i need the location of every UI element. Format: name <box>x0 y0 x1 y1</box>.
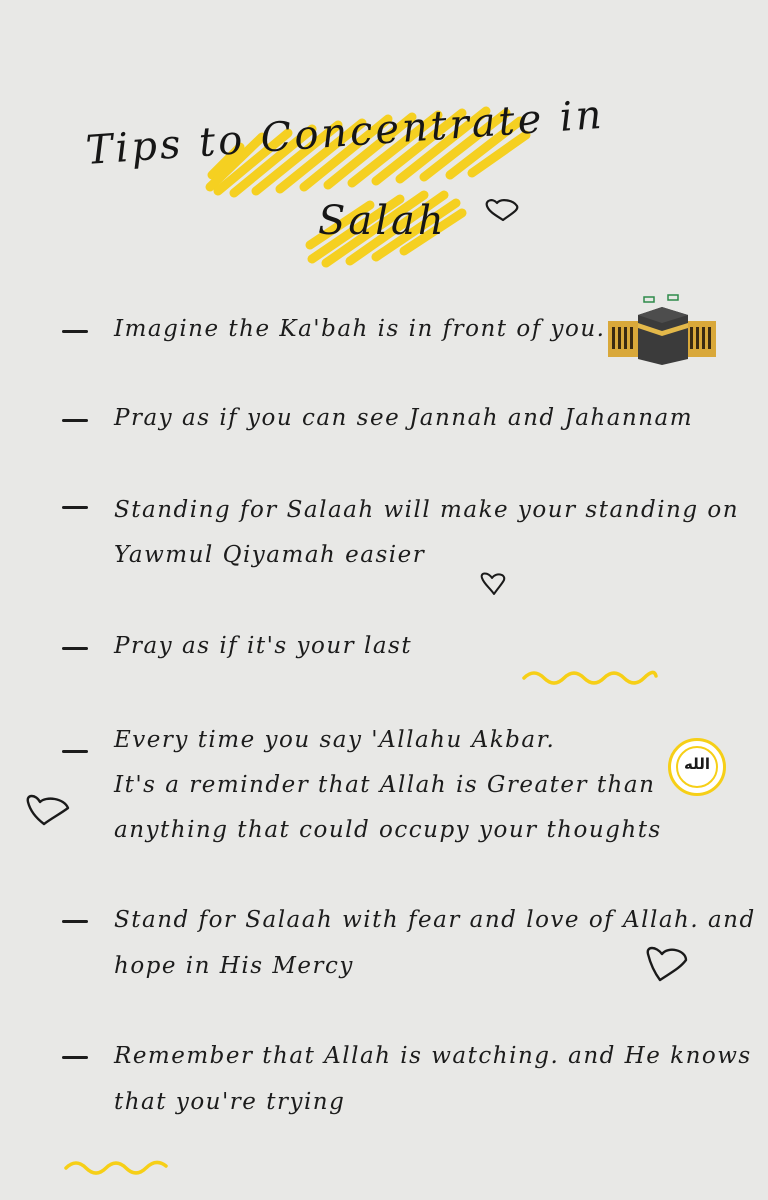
tip-7-line-1: Remember that Allah is watching. and He knows <box>114 1043 752 1069</box>
tip-bullet-dash <box>62 647 88 650</box>
tip-5-line-2: It's a reminder that Allah is Greater than <box>114 772 656 798</box>
squiggle-icon <box>62 1154 172 1178</box>
tip-bullet-dash <box>62 1056 88 1059</box>
tip-3-line-2: Yawmul Qiyamah easier <box>114 542 426 568</box>
tip-5-line-3: anything that could occupy your thoughts <box>114 817 662 843</box>
tip-3-line-1: Standing for Salaah will make your standing on <box>114 497 740 523</box>
heart-icon <box>483 196 523 228</box>
allah-emblem-icon <box>668 738 726 796</box>
tip-5-line-1: Every time you say 'Allahu Akbar. <box>114 727 556 753</box>
tip-1-line-1: Imagine the Ka'bah is in front of you. <box>114 316 606 342</box>
heart-icon <box>20 792 76 832</box>
tip-4-line-1: Pray as if it's your last <box>114 633 413 659</box>
tip-2-line-1: Pray as if you can see Jannah and Jahannam <box>114 405 694 431</box>
tip-bullet-dash <box>62 419 88 422</box>
kaaba-icon <box>604 293 720 367</box>
allah-emblem-text: الله <box>684 755 710 773</box>
heart-icon <box>640 944 692 986</box>
title-line-2: Salah <box>318 198 447 244</box>
tip-bullet-dash <box>62 920 88 923</box>
tip-bullet-dash <box>62 506 88 509</box>
heart-icon <box>478 570 508 598</box>
tip-bullet-dash <box>62 750 88 753</box>
tip-bullet-dash <box>62 330 88 333</box>
title-line-1: Tips to Concentrate in <box>84 91 606 174</box>
squiggle-icon <box>520 664 660 688</box>
tip-6-line-1: Stand for Salaah with fear and love of Allah. and <box>114 907 756 933</box>
tip-6-line-2: hope in His Mercy <box>114 953 354 979</box>
tip-7-line-2: that you're trying <box>114 1089 346 1115</box>
